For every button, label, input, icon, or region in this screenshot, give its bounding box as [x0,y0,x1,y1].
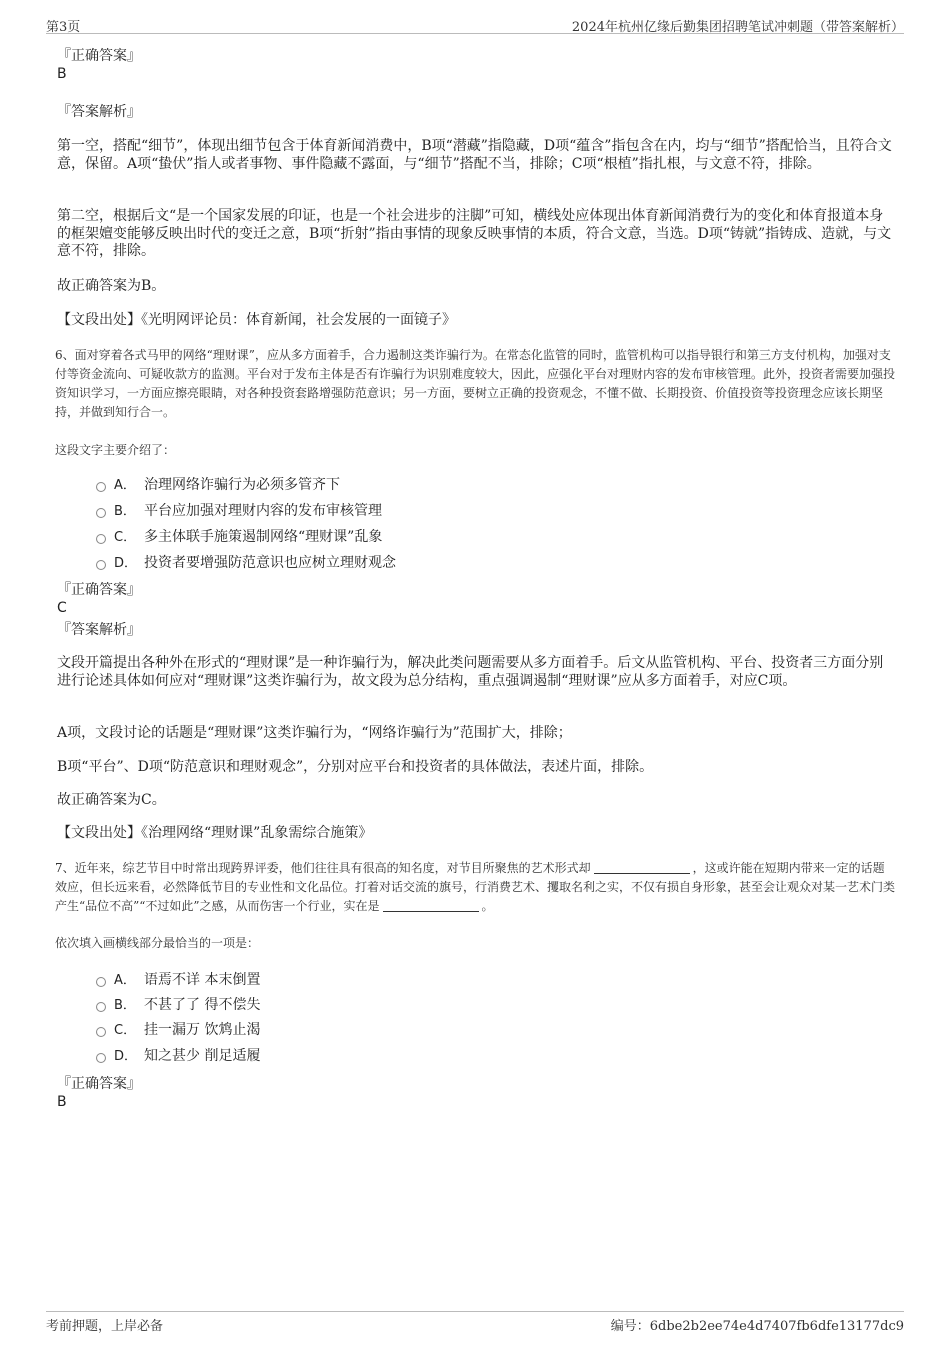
q7-prompt: 依次填入画横线部分最恰当的一项是： [55,936,260,950]
option-letter: B． [114,998,136,1013]
footer-slogan: 考前押题，上岸必备 [46,1319,164,1334]
radio-icon[interactable] [96,1002,106,1012]
q6-conclusion: 故正确答案为C。 [57,792,166,808]
radio-icon[interactable] [96,977,106,987]
q7-stem-part3: 。 [481,899,494,913]
q6-analysis-p1: 文段开篇提出各种外在形式的“理财课”是一种诈骗行为，解决此类问题需要从多方面着手。后文从监管机构、平台、投资者三方面分别进行论述具体如何应对“理财课”这类诈骗行为，故文段为总分结构，重点强调遏制“理财课”应从多方面着手，对应C项。 [57,655,884,689]
option-text: 平台应加强对理财内容的发布审核管理 [144,503,382,519]
radio-icon[interactable] [96,560,106,570]
radio-icon[interactable] [96,1053,106,1063]
option-text: 语焉不详 本末倒置 [144,972,261,988]
option-text: 挂一漏万 饮鸩止渴 [144,1022,261,1038]
option-text: 治理网络诈骗行为必须多管齐下 [144,477,340,493]
q7-option-c[interactable] [96,1020,260,1040]
radio-icon[interactable] [96,1027,106,1037]
document-id: 编号：6dbe2b2ee74e4d7407fb6dfe13177dc9 [610,1319,904,1334]
option-letter: D． [114,556,138,571]
q6-analysis-label: 『答案解析』 [57,622,141,638]
fill-blank-2 [383,900,479,912]
q7-option-d[interactable] [96,1046,260,1066]
q6-option-a[interactable] [96,475,340,495]
q6-source: 【文段出处】《治理网络“理财课”乱象需综合施策》 [57,825,373,841]
fill-blank-1 [594,862,690,874]
option-letter: C． [114,1023,137,1038]
q5-analysis-p1: 第一空，搭配“细节”，体现出细节包含于体育新闻消费中，B项“潜藏”指隐藏，D项“蕴含”指包含在内，均与“细节”搭配恰当，且符合文意，保留。A项“蛰伏”指人或者事物、事件隐藏不露面，与“细节”搭配不当，排除；C项“根植”指扎根，与文意不符，排除。 [57,138,892,172]
q7-stem [55,859,895,916]
option-letter: C． [114,530,137,545]
page-header [46,14,904,34]
q7-answer: B [57,1094,67,1110]
q7-stem-part1: 7、近年来，综艺节目中时常出现跨界评委，他们往往具有很高的知名度，对节目所聚焦的艺术形式却 [55,861,591,875]
q5-analysis-p2: 第二空，根据后文“是一个国家发展的印证，也是一个社会进步的注脚”可知，横线处应体现出体育新闻消费行为的变化和体育报道本身的框架嬗变能够反映出时代的变迁之意，B项“折射”指由事情的现象反映事情的本质，符合文意，当选。D项“铸就”指铸成、造就，与文意不符，排除。 [57,208,892,259]
q7-answer-label: 『正确答案』 [57,1076,141,1092]
option-text: 投资者要增强防范意识也应树立理财观念 [144,555,396,571]
q6-answer: C [57,600,67,616]
q6-option-d[interactable] [96,553,396,573]
option-text: 不甚了了 得不偿失 [144,997,261,1013]
q5-answer-label: 『正确答案』 [57,48,141,64]
option-text: 多主体联手施策遏制网络“理财课”乱象 [144,529,383,545]
option-letter: D． [114,1049,138,1064]
q6-analysis-p2: A项，文段讨论的话题是“理财课”这类诈骗行为，“网络诈骗行为”范围扩大，排除； [57,725,572,741]
q6-prompt: 这段文字主要介绍了： [55,443,176,457]
document-title: 2024年杭州亿缘后勤集团招聘笔试冲刺题（带答案解析） [571,20,904,35]
q5-source: 【文段出处】《光明网评论员：体育新闻，社会发展的一面镜子》 [57,312,456,328]
q6-stem: 6、面对穿着各式马甲的网络“理财课”，应从多方面着手，合力遏制这类诈骗行为。在常态化监管的同时，监管机构可以指导银行和第三方支付机构，加强对支付等资金流向、可疑收款方的监测。平台对于发布主体是否有诈骗行为识别难度较大，因此，应强化平台对理财内容的发布审核管理。此外，投资者需要加强投资知识学习，一方面应擦亮眼睛，对各种投资套路增强防范意识；另一方面，要树立正确的投资观念，不懂不做、长期投资、价值投资等投资理念应该长期坚持，并做到知行合一。 [55,348,896,419]
q7-stem-part2: ，这或许能在短期内带来一定的话题效应，但长远来看，必然降低节目的专业性和文化品位。打着对话交流的旗号，行消费艺术、攫取名利之实，不仅有损自身形象，甚至会让观众对某一艺术门类产生“品位不高”“不过如此”之感，从而伤害一个行业，实在是 [55,861,896,913]
q6-option-b[interactable] [96,501,382,521]
q7-option-a[interactable] [96,970,260,990]
q7-option-b[interactable] [96,995,260,1015]
page-number: 第3页 [46,20,81,35]
page-footer [46,1311,904,1337]
q6-option-c[interactable] [96,527,382,547]
option-letter: A． [114,478,136,493]
q6-analysis-p3: B项“平台”、D项“防范意识和理财观念”，分别对应平台和投资者的具体做法，表述片面，排除。 [57,759,654,775]
option-text: 知之甚少 削足适履 [144,1048,261,1064]
q6-answer-label: 『正确答案』 [57,582,141,598]
option-letter: A． [114,973,136,988]
radio-icon[interactable] [96,482,106,492]
radio-icon[interactable] [96,534,106,544]
q5-answer: B [57,66,67,82]
q5-conclusion: 故正确答案为B。 [57,278,166,294]
q5-analysis-label: 『答案解析』 [57,104,141,120]
option-letter: B． [114,504,136,519]
radio-icon[interactable] [96,508,106,518]
